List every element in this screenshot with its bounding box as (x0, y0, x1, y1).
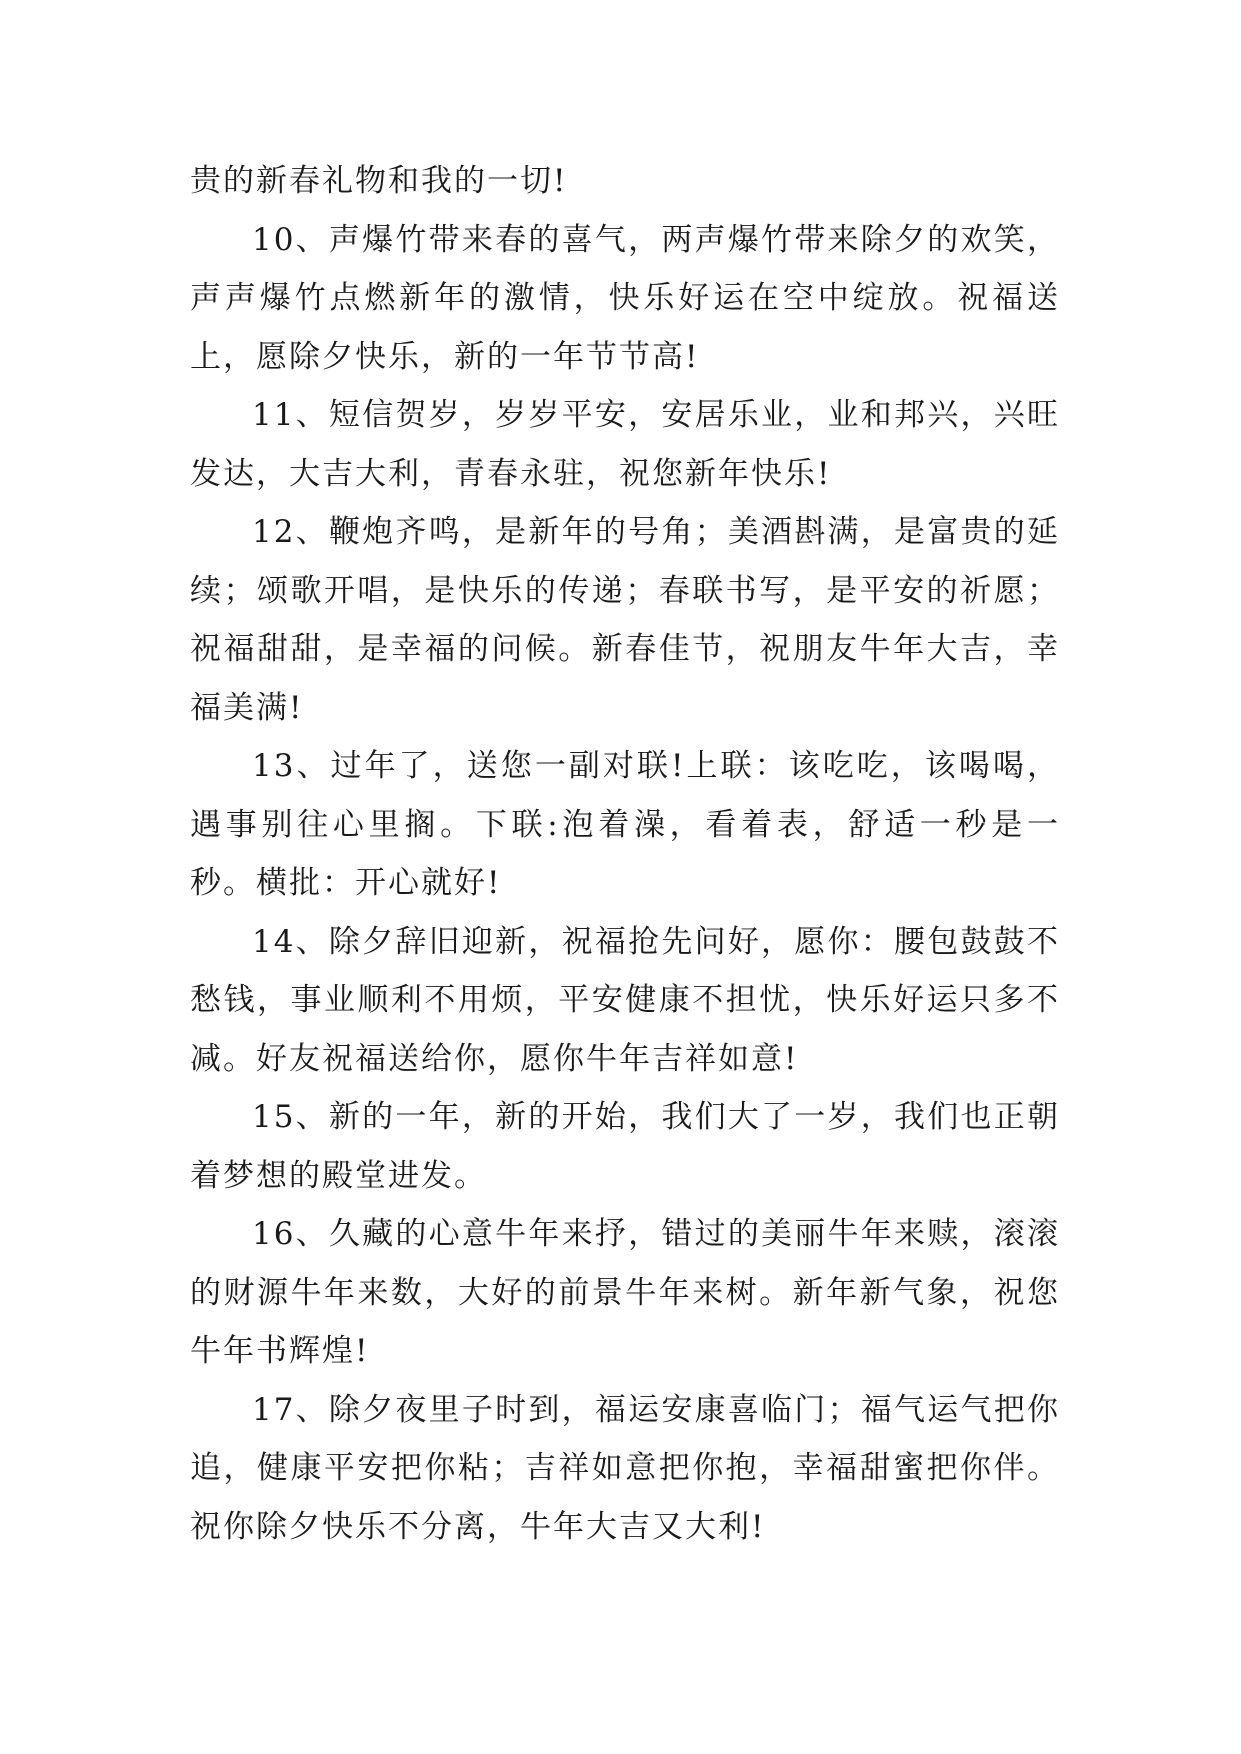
paragraph-10: 10、声爆竹带来春的喜气，两声爆竹带来除夕的欢笑，声声爆竹点燃新年的激情，快乐好运在空中绽放。祝福送上，愿除夕快乐，新的一年节节高! (190, 221, 1060, 375)
paragraph-16: 16、久藏的心意牛年来抒，错过的美丽牛年来赎，滚滚的财源牛年来数，大好的前景牛年来树。新年新气象，祝您牛年书辉煌! (190, 1216, 1060, 1369)
paragraph-13: 13、过年了，送您一副对联!上联：该吃吃，该喝喝，遇事别往心里搁。下联:泡着澡，看着表，舒适一秒是一秒。横批：开心就好! (190, 748, 1060, 901)
paragraph-17: 17、除夕夜里子时到，福运安康喜临门；福气运气把你追，健康平安把你粘；吉祥如意把你抱，幸福甜蜜把你伴。祝你除夕快乐不分离，牛年大吉又大利! (190, 1391, 1060, 1545)
paragraph-12: 12、鞭炮齐鸣，是新年的号角；美酒斟满，是富贵的延续；颂歌开唱，是快乐的传递；春联书写，是平安的祈愿；祝福甜甜，是幸福的问候。新春佳节，祝朋友牛年大吉，幸福美满! (190, 514, 1060, 726)
document-body (190, 152, 1060, 1556)
paragraph-15: 15、新的一年，新的开始，我们大了一岁，我们也正朝着梦想的殿堂进发。 (190, 1099, 1060, 1194)
paragraph-continuation: 贵的新春礼物和我的一切! (190, 163, 568, 199)
paragraph-11: 11、短信贺岁，岁岁平安，安居乐业，业和邦兴，兴旺发达，大吉大利，青春永驻，祝您新年快乐! (190, 397, 1060, 492)
paragraph-14: 14、除夕辞旧迎新，祝福抢先问好，愿你：腰包鼓鼓不愁钱，事业顺利不用烦，平安健康不担忧，快乐好运只多不减。好友祝福送给你，愿你牛年吉祥如意! (190, 923, 1060, 1077)
